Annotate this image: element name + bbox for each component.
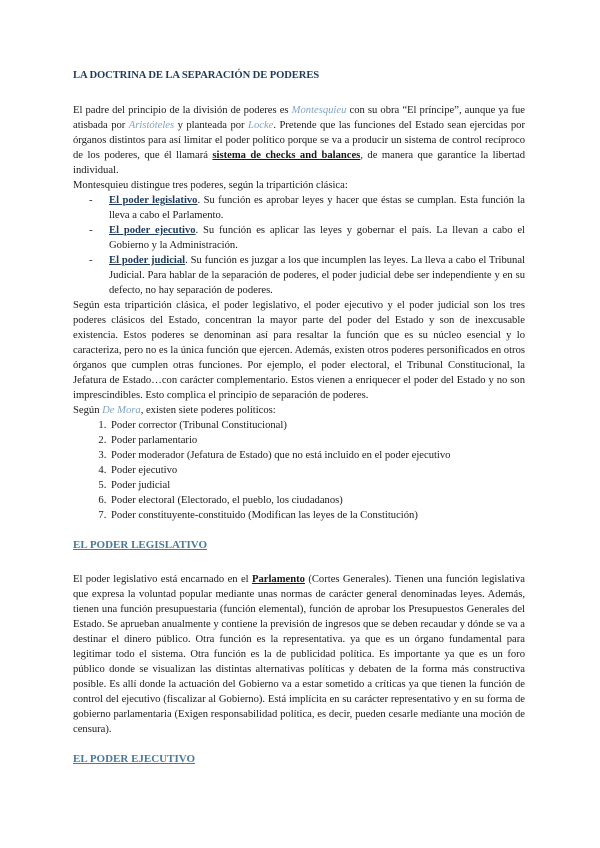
list-item: 5. Poder judicial <box>109 478 525 493</box>
seven-powers-list <box>73 418 525 523</box>
document-title: LA DOCTRINA DE LA SEPARACIÓN DE PODERES <box>73 70 320 81</box>
text-run: con su obra “El príncipe”, aunque ya fue atisbada por <box>73 105 525 131</box>
list-item: 2. Poder parlamentario <box>109 433 525 448</box>
power-description: . Su función es aprobar leyes y hacer que éstas se cumplan. Esta función la lleva a cabo el Parlamento. <box>109 195 525 221</box>
author-montesquieu: Montesquieu <box>291 105 347 116</box>
section-heading-legislativo: EL PODER LEGISLATIVO <box>73 539 208 551</box>
list-item: 7. Poder constituyente-constituido (Modifican las leyes de la Constitución) <box>109 508 525 523</box>
list-item <box>109 253 525 298</box>
author-locke: Locke <box>248 120 274 131</box>
text-run: , existen siete poderes políticos: <box>140 405 276 416</box>
text-run: El poder legislativo está encarnado en el <box>73 574 252 585</box>
paragraph-de-mora <box>73 403 525 418</box>
text-run: . Pretende que las funciones del Estado sean ejercidas por órganos distintos para así limitar el poder político porque se va a producir un sistema de control recíproco de los poderes, que él llamará <box>73 120 525 161</box>
section-heading-ejecutivo: EL PODER EJECUTIVO <box>73 753 196 765</box>
list-item: 1. Poder corrector (Tribunal Constitucional) <box>109 418 525 433</box>
document-content <box>73 68 525 767</box>
author-de-mora: De Mora <box>102 405 141 416</box>
list-item <box>109 223 525 253</box>
paragraph-intro <box>73 103 525 178</box>
paragraph-classic-powers: Según esta tripartición clásica, el poder legislativo, el poder ejecutivo y el poder judicial son los tres poderes clásicos del Estado, concentran la mayor parte del poder del Estado y son de inexcusable existencia. Estos poderes se denominan así para resaltar la función que es su núcleo esencial y lo caracteriza, pero no es la única función que ejercen. Además, existen otros poderes personificados en otros órganos que cumplen otras funciones. Por ejemplo, el poder electoral, el Tribunal Constitucional, la Jefatura de Estado…con carácter complementario. Estos vienen a enriquecer el poder del Estado y no son imprescindibles. Esto complica el principio de separación de poderes. <box>73 300 525 401</box>
list-item <box>109 193 525 223</box>
parlamento-term: Parlamento <box>251 574 305 585</box>
power-name: El poder ejecutivo <box>109 225 196 236</box>
three-powers-list <box>73 193 525 298</box>
author-aristoteles: Aristóteles <box>128 120 175 131</box>
power-name: El poder judicial <box>109 255 186 266</box>
text-run: (Cortes Generales). Tienen una función legislativa que expresa la voluntad popular mediante unas normas de carácter general denominadas leyes. Además, tienen una función presupuestaria (función elemental), función de aprobar los Presupuestos Generales del Estado. Se aprueban anualmente y contiene la previsión de ingresos que se deben recaudar y dónde se va a destinar el dinero público. Otra función es la representativa. ya que es un órgano fundamental para legitimar todo el sistema. Otra función es la de publicidad política. Es importante ya que es un foro público donde se visualizan las distintas alternativas políticas y debaten de la forma más constructiva posible. Es allí donde la actuación del Gobierno va a estar sometido a críticas ya que tienen la función de control del ejecutivo (fiscalizar al Gobierno). Está implícita en su carácter representativo y en su forma de gobierno parlamentaria (Exigen responsabilidad política, es decir, pueden cesarle mediante una moción de censura). <box>73 574 525 735</box>
power-description: . Su función es juzgar a los que incumplen las leyes. La lleva a cabo el Tribunal Judicial. Para hablar de la separación de poderes, el poder judicial debe ser independiente y en su defecto, no hay separación de poderes. <box>109 255 525 296</box>
text-run: , de manera que garantice la libertad individual. <box>73 150 525 176</box>
text-run: Según <box>73 405 103 416</box>
paragraph-legislativo <box>73 572 525 737</box>
power-description: . Su función es aplicar las leyes y gobernar el país. La llevan a cabo el Gobierno y la Administración. <box>109 225 525 251</box>
power-name: El poder legislativo <box>109 195 198 206</box>
list-item: 3. Poder moderador (Jefatura de Estado) que no está incluido en el poder ejecutivo <box>109 448 525 463</box>
list-item: 4. Poder ejecutivo <box>109 463 525 478</box>
text-run: El padre del principio de la división de poderes es <box>73 105 292 116</box>
paragraph-tripartition: Montesquieu distingue tres poderes, según la tripartición clásica: <box>73 180 348 191</box>
list-item: 6. Poder electoral (Electorado, el pueblo, los ciudadanos) <box>109 493 525 508</box>
checks-and-balances-term: sistema de checks and balances <box>212 150 361 161</box>
text-run: y planteada por <box>174 120 249 131</box>
